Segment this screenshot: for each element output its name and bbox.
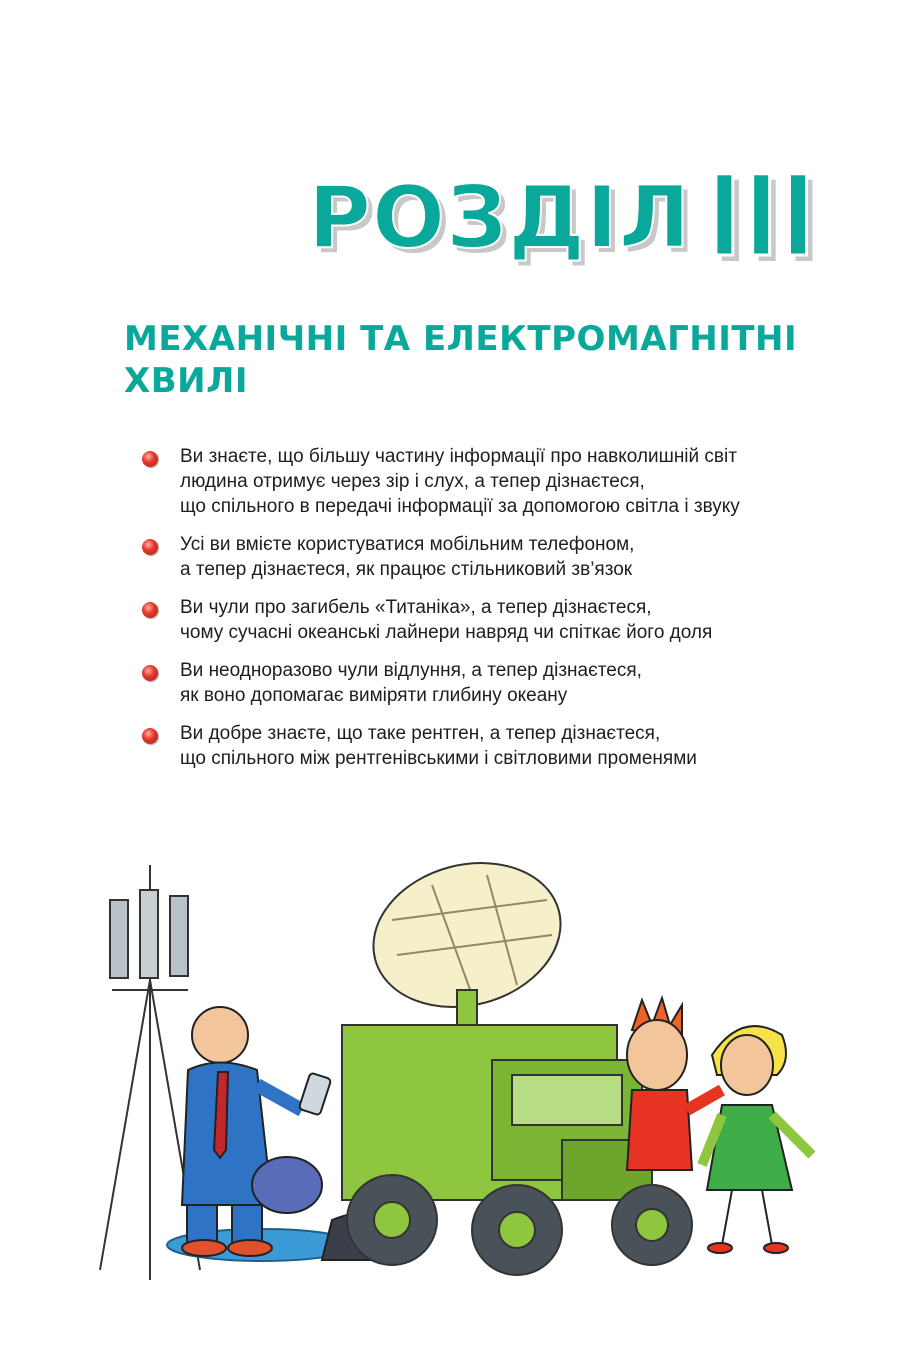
bullet-line: як воно допомагає виміряти глибину океану [180, 685, 568, 706]
bullet-line: людина отримує через зір і слух, а тепер дізнаєтеся, [180, 471, 645, 492]
bullet-line: Усі ви вмієте користуватися мобільним телефоном, [180, 534, 635, 555]
bullet-text [180, 721, 858, 771]
bullet-dot-icon [142, 451, 158, 467]
bullet-item [138, 721, 858, 771]
bullet-list [138, 444, 858, 784]
bullet-line: Ви чули про загибель «Титаніка», а тепер дізнаєтеся, [180, 597, 652, 618]
bullet-text [180, 532, 858, 582]
bullet-line: а тепер дізнаєтеся, як працює стільниковий зв’язок [180, 559, 633, 580]
bullet-dot-icon [142, 539, 158, 555]
bullet-line: чому сучасні океанські лайнери навряд чи спіткає його доля [180, 622, 713, 643]
bullet-line: Ви знаєте, що більшу частину інформації про навколишній світ [180, 446, 737, 467]
bullet-text [180, 595, 858, 645]
chapter-word: РОЗДІЛ [308, 168, 692, 268]
bullet-line: Ви добре знаєте, що таке рентген, а тепер дізнаєтеся, [180, 723, 661, 744]
bullet-item [138, 532, 858, 582]
girl-figure-icon [702, 1026, 812, 1253]
bullet-item [138, 444, 858, 519]
section-title [124, 318, 884, 402]
bullet-line: Ви неодноразово чули відлуння, а тепер дізнаєтеся, [180, 660, 642, 681]
man-figure-icon [182, 1007, 331, 1256]
bullet-dot-icon [142, 602, 158, 618]
bullet-dot-icon [142, 728, 158, 744]
section-title-line-2: ХВИЛІ [124, 361, 248, 401]
bullet-item [138, 658, 858, 708]
bullet-line: що спільного між рентгенівськими і світловими променями [180, 748, 697, 769]
bullet-text [180, 658, 858, 708]
bullet-line: що спільного в передачі інформації за допомогою світла і звуку [180, 496, 740, 517]
cell-tower-icon [100, 865, 200, 1280]
bullet-dot-icon [142, 665, 158, 681]
chapter-number: III [708, 149, 819, 281]
bullet-text [180, 444, 858, 519]
chapter-heading [300, 150, 880, 290]
cartoon-illustration [92, 860, 852, 1300]
section-title-line-1: МЕХАНІЧНІ ТА ЕЛЕКТРОМАГНІТНІ [124, 319, 798, 359]
bullet-item [138, 595, 858, 645]
